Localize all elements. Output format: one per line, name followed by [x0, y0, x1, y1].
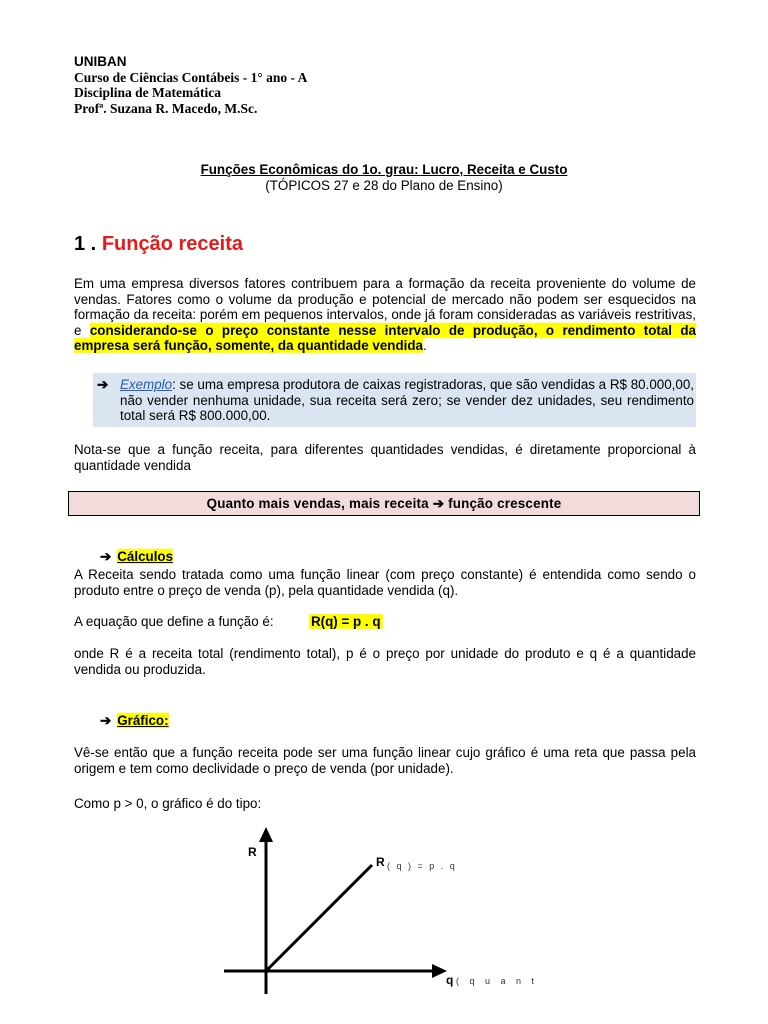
- document-header: [74, 54, 307, 116]
- arrow-right-icon: ➔: [97, 377, 109, 392]
- institution-name: UNIBAN: [74, 54, 127, 69]
- course-name: Curso de Ciências Contábeis - 1° ano - A: [74, 69, 308, 85]
- calculos-heading: [100, 549, 173, 565]
- x-axis-label-q: q: [446, 973, 454, 987]
- intro-end: .: [423, 338, 427, 353]
- revenue-line: [266, 865, 372, 971]
- section-number: 1 .: [74, 233, 97, 255]
- title-main: Funções Econômicas do 1o. grau: Lucro, Receita e Custo: [200, 162, 568, 177]
- x-axis-label-rest: ( q u a n t: [456, 976, 539, 986]
- equation-explanation: onde R é a receita total (rendimento total), p é o preço por unidade do produto e q é a quantidade vendida ou produzida.: [74, 646, 696, 677]
- example-box: [93, 373, 696, 427]
- equation: R(q) = p . q: [311, 614, 381, 629]
- example-link[interactable]: Exemplo: [120, 377, 173, 392]
- y-axis-arrow-icon: [259, 827, 273, 842]
- calculos-paragraph: A Receita sendo tratada como uma função linear (com preço constante) é entendida como sendo o produto entre o preço de venda (p), pela quantidade vendida (q).: [74, 567, 696, 598]
- revenue-graph: [200, 822, 580, 1002]
- document-title: [0, 162, 768, 193]
- x-axis-arrow-icon: [432, 964, 447, 978]
- grafico-label: Gráfico:: [117, 713, 169, 728]
- example-text-block: [120, 377, 694, 424]
- arrow-right-icon: ➔: [100, 713, 112, 728]
- note-paragraph: Nota-se que a função receita, para diferentes quantidades vendidas, é diretamente proporcional à quantidade vendida: [74, 442, 696, 473]
- line-label-formula: ( q ) = p . q: [387, 861, 457, 871]
- arrow-right-icon: ➔: [100, 549, 112, 564]
- intro-text: Em uma empresa diversos fatores contribuem para a formação da receita proveniente do volume de vendas. Fatores como o volume da produção e potencial de mercado não podem ser esquecidos na formação da receita: porém em pequenos intervalos, onde já foram consideradas as variáveis restritivas, e: [74, 276, 696, 338]
- professor-name: Profª. Suzana R. Macedo, M.Sc.: [74, 100, 258, 116]
- example-text: : se uma empresa produtora de caixas registradoras, que são vendidas a R$ 80.000,00, não vender nenhuma unidade, sua receita será zero; se vender dez unidades, seu rendimento total será R$ 800.000,00.: [120, 377, 694, 423]
- discipline-name: Disciplina de Matemática: [74, 85, 221, 100]
- intro-paragraph: [74, 276, 696, 354]
- title-sub: (TÓPICOS 27 e 28 do Plano de Ensino): [265, 177, 503, 193]
- graph-type-intro: Como p > 0, o gráfico é do tipo:: [74, 796, 262, 811]
- grafico-heading: [100, 713, 169, 729]
- section-name: Função receita: [101, 233, 243, 255]
- grafico-paragraph: Vê-se então que a função receita pode ser uma função linear cujo gráfico é uma reta que passa pela origem e tem como declividade o preço de venda (por unidade).: [74, 745, 696, 776]
- line-label-r: R: [376, 855, 385, 869]
- highlight-box: Quanto mais vendas, mais receita ➔ função crescente: [68, 491, 700, 516]
- calculos-label: Cálculos: [117, 549, 174, 564]
- y-axis-label: R: [248, 845, 257, 859]
- equation-intro: A equação que define a função é:: [74, 614, 274, 629]
- intro-highlight: considerando-se o preço constante nesse intervalo de produção, o rendimento total da empresa será função, somente, da quantidade vendida: [74, 322, 697, 353]
- section-heading: [74, 233, 243, 256]
